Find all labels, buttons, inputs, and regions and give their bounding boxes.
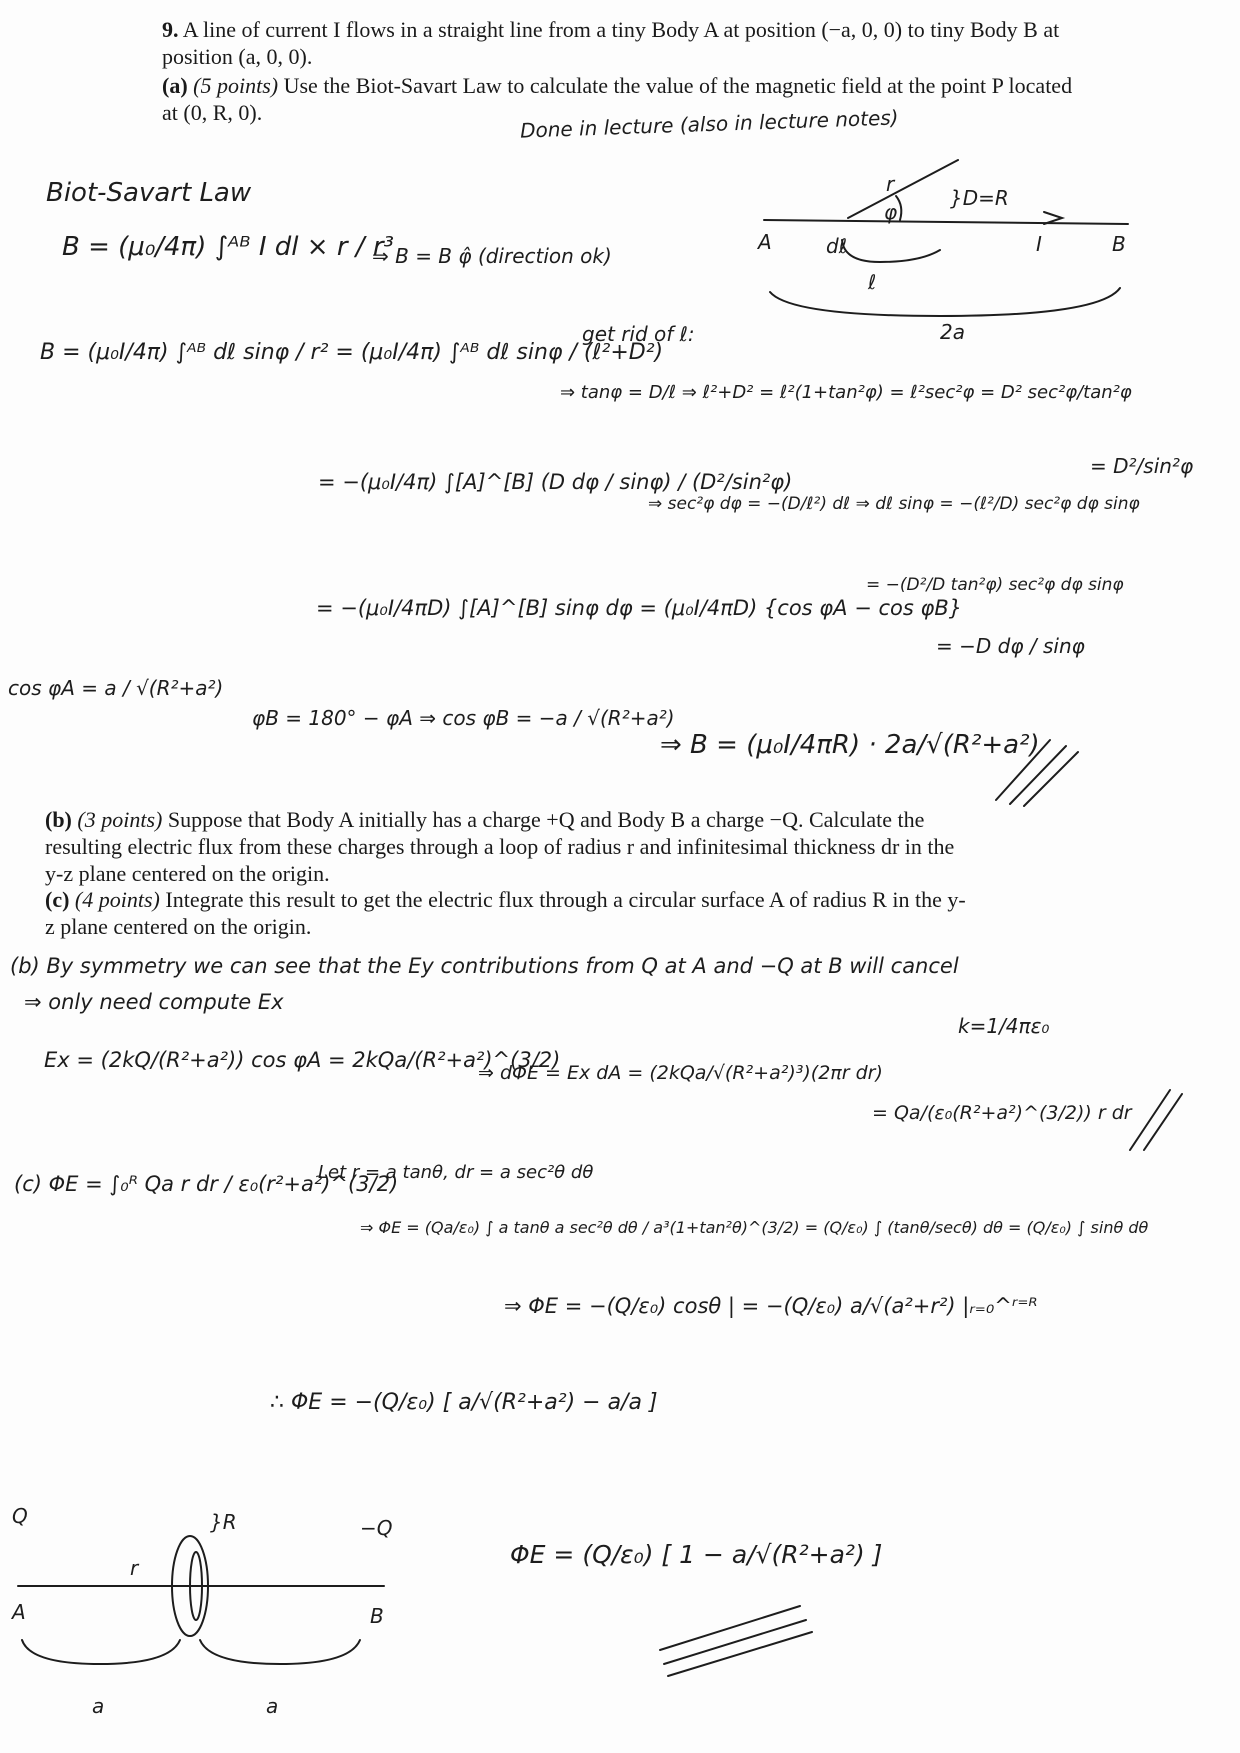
part-a-text: Use the Biot-Savart Law to calculate the value of the magnetic field at the point P located at (0, R, 0). <box>162 73 1073 125</box>
eq-tan-phi: ⇒ tanφ = D/ℓ ⇒ ℓ²+D² = ℓ²(1+tan²φ) = ℓ²sec²φ = D² sec²φ/tan²φ <box>560 382 1132 403</box>
flux-diagram-minus-q: −Q <box>360 1516 393 1540</box>
brace-l <box>842 240 940 262</box>
eq-ex: Ex = (2kQ/(R²+a²)) cos φA = 2kQa/(R²+a²)^(3/2) <box>44 1048 561 1072</box>
eq-part-c-bounds: ∴ ΦE = −(Q/ε₀) [ a/√(R²+a²) − a/a ] <box>270 1390 658 1415</box>
eq-biot-savart: B = (μ₀/4π) ∫ᴬᴮ I dl × r / r³ <box>62 232 394 262</box>
eq-dphi-result: = Qa/(ε₀(R²+a²)^(3/2)) r dr <box>872 1102 1132 1124</box>
eq-integral-1: B = (μ₀I/4π) ∫ᴬᴮ dℓ sinφ / r² = (μ₀I/4π) ∫ᴬᴮ dℓ sinφ / (ℓ²+D²) <box>40 340 664 365</box>
eq-part-c-substitution: Let r = a tanθ, dr = a sec²θ dθ <box>318 1162 594 1183</box>
part-b-only-ex: ⇒ only need compute Ex <box>24 990 284 1014</box>
diagram-label-l: ℓ <box>868 270 877 294</box>
position-vector <box>848 160 958 218</box>
flux-brace-left <box>22 1640 180 1664</box>
eq-substitution-2: = −(D²/D tan²φ) sec²φ dφ sinφ <box>866 575 1124 595</box>
eq-cos-phi-b: φB = 180° − φA ⇒ cos φB = −a / √(R²+a²) <box>252 706 675 730</box>
part-b-symmetry-note: (b) By symmetry we can see that the Ey contributions from Q at A and −Q at B will cancel <box>10 954 959 978</box>
part-c-label: (c) <box>45 887 70 912</box>
flux-brace-right <box>200 1640 360 1664</box>
flux-diagram-a: A <box>12 1600 26 1624</box>
diagram-label-phi: φ <box>884 200 898 224</box>
part-b-text: Suppose that Body A initially has a charge +Q and Body B a charge −Q. Calculate the resulting electric flux from these charges through a loop of radius r and infinitesimal thickness dr in the y-z plane centered on the origin. <box>45 807 955 886</box>
eq-integral-2: = −(μ₀I/4π) ∫[A]^[B] (D dφ / sinφ) / (D²/sin²φ) <box>318 470 793 494</box>
eq-cos-phi-a: cos φA = a / √(R²+a²) <box>8 676 224 700</box>
diagram-label-r: r <box>886 172 895 196</box>
eq-part-c-integral: (c) ΦE = ∫₀ᴿ Qa r dr / ε₀(r²+a²)^(3/2) <box>14 1172 399 1196</box>
eq-part-c-cos: ⇒ ΦE = −(Q/ε₀) cosθ | = −(Q/ε₀) a/√(a²+r²) |ᵣ₌₀^ʳ⁼ᴿ <box>504 1294 1038 1318</box>
diagram-label-a: A <box>758 230 772 254</box>
eq-substitution-3: = −D dφ / sinφ <box>936 634 1085 658</box>
biot-savart-heading: Biot-Savart Law <box>46 178 252 208</box>
result-c-underline-3 <box>668 1632 812 1676</box>
eq-result-b: ⇒ B = (μ₀I/4πR) · 2a/√(R²+a²) <box>660 730 1040 760</box>
diagram-label-d-equals-r: }D=R <box>950 186 1009 210</box>
eq-substitution: ⇒ sec²φ dφ = −(D/ℓ²) dℓ ⇒ dℓ sinφ = −(ℓ²/D) sec²φ dφ sinφ <box>648 494 1140 514</box>
lecture-note: Done in lecture (also in lecture notes) <box>519 105 899 143</box>
diagram-label-i: I <box>1036 232 1042 256</box>
part-a-points: (5 points) <box>193 73 279 98</box>
eq-dphi: ⇒ dΦE = Ex dA = (2kQa/√(R²+a²)³)(2πr dr) <box>478 1062 883 1084</box>
part-b-points: (3 points) <box>77 807 163 832</box>
flux-diagram-q: Q <box>12 1504 28 1528</box>
flux-diagram-r: r <box>130 1556 139 1580</box>
brace-2a <box>770 288 1120 316</box>
angle-arc <box>896 196 901 220</box>
part-c-text: Integrate this result to get the electric flux through a circular surface A of radius R in the y-z plane centered on the origin. <box>45 887 966 939</box>
note-get-rid: get rid of ℓ: <box>582 322 695 346</box>
eq-sin2: = D²/sin²φ <box>1090 454 1194 478</box>
diagram-label-2a: 2a <box>940 320 965 344</box>
diagram-label-b: B <box>1112 232 1126 256</box>
flux-diagram-a-right: a <box>266 1694 279 1718</box>
eq-k-def: k=1/4πε₀ <box>958 1014 1050 1038</box>
diagram-label-dl: dℓ <box>826 234 847 258</box>
eq-part-c-result: ΦE = (Q/ε₀) [ 1 − a/√(R²+a²) ] <box>510 1540 883 1569</box>
problem-intro-text: A line of current I flows in a straight line from a tiny Body A at position (−a, 0, 0) to tiny Body B at position (a, 0, 0). <box>162 17 1060 69</box>
flux-diagram-b: B <box>370 1604 384 1628</box>
eq-direction: ⇒ B = B φ̂ (direction ok) <box>372 244 612 268</box>
part-c-points: (4 points) <box>74 887 160 912</box>
eq-integral-3: = −(μ₀I/4πD) ∫[A]^[B] sinφ dφ = (μ₀I/4πD) {cos φA − cos φB} <box>316 596 963 620</box>
current-line <box>764 220 1128 224</box>
eq-part-c-integral-2: ⇒ ΦE = (Qa/ε₀) ∫ a tanθ a sec²θ dθ / a³(1+tan²θ)^(3/2) = (Q/ε₀) ∫ (tanθ/secθ) dθ = (Q/ε₀) ∫ sinθ dθ <box>360 1218 1149 1237</box>
flux-diagram-a-left: a <box>92 1694 105 1718</box>
part-a-label: (a) <box>162 73 188 98</box>
part-b-label: (b) <box>45 807 72 832</box>
flux-diagram-big-r: }R <box>210 1510 237 1534</box>
problem-number: 9. <box>162 17 179 42</box>
